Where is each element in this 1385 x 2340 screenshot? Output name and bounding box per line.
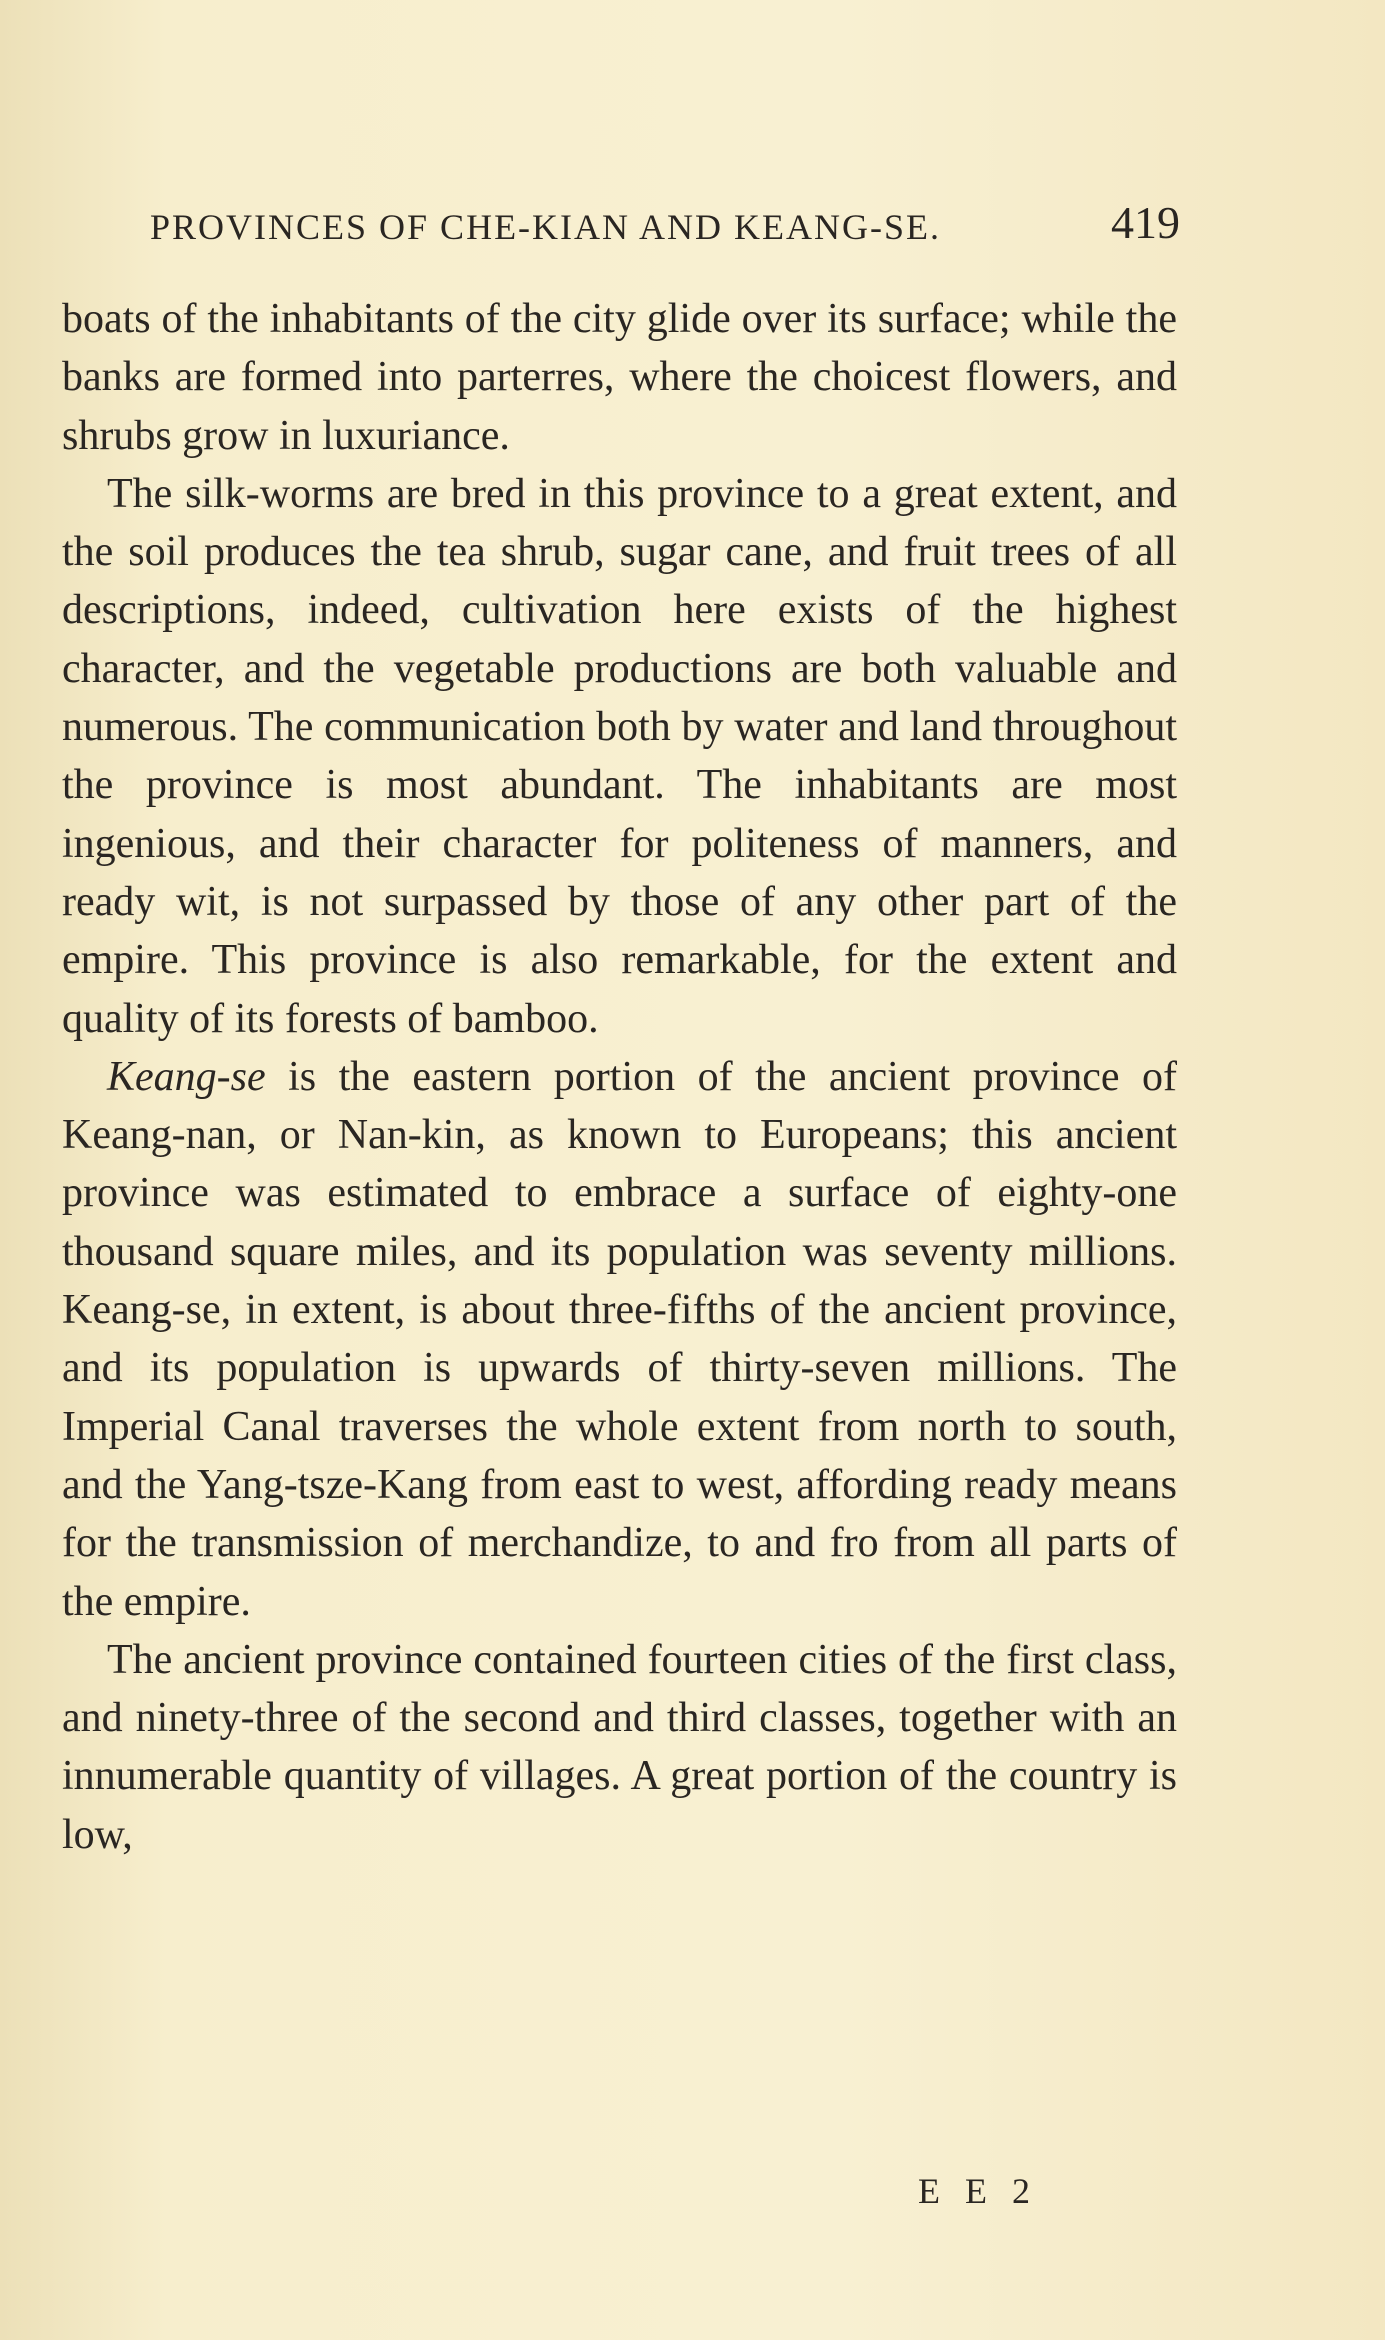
paragraph-ancient-province [62, 1631, 1177, 1864]
paragraph-text: boats of the inhabitants of the city glide over its surface; while the banks are formed into parterres, where the choicest flowers, and shrubs grow in luxuriance. [62, 296, 1177, 459]
page-number: 419 [1111, 197, 1180, 248]
paragraph-lead-italic: Keang-se [107, 1053, 266, 1100]
running-head [150, 196, 1180, 256]
body-text [62, 290, 1177, 1864]
paragraph-text: The ancient province contained fourteen cities of the first class, and ninety-three of the second and third classes, together with an innumerable quantity of villages. A great portion of the country is low, [62, 1636, 1177, 1858]
signature-mark: E E 2 [918, 2171, 1038, 2211]
paragraph-text: is the eastern portion of the ancient province of Keang-nan, or Nan-kin, as known to Europeans; this ancient province was estimated to embrace a surface of eighty-one thousand square miles, and its population was seventy millions. Keang-se, in extent, is about three-fifths of the ancient province, and its population is upwards of thirty-seven millions. The Imperial Canal traverses the whole extent from north to south, and the Yang-tsze-Kang from east to west, affording ready means for the transmission of merchandize, to and fro from all parts of the empire. [62, 1053, 1177, 1625]
paragraph-keang-se [62, 1048, 1177, 1631]
paragraph-text: The silk-worms are bred in this province to a great extent, and the soil produces the tea shrub, sugar cane, and fruit trees of all descriptions, indeed, cultivation here exists of the highest character, and the vegetable productions are both valuable and numerous. The communication both by water and land throughout the province is most abundant. The inhabitants are most ingenious, and their character for politeness of manners, and ready wit, is not surpassed by those of any other part of the empire. This province is also remarkable, for the extent and quality of its forests of bamboo. [62, 470, 1177, 1042]
paragraph-silk-worms [62, 465, 1177, 1048]
running-title: PROVINCES OF CHE-KIAN AND KEANG-SE. [150, 207, 942, 247]
paragraph-continuation [62, 290, 1177, 465]
